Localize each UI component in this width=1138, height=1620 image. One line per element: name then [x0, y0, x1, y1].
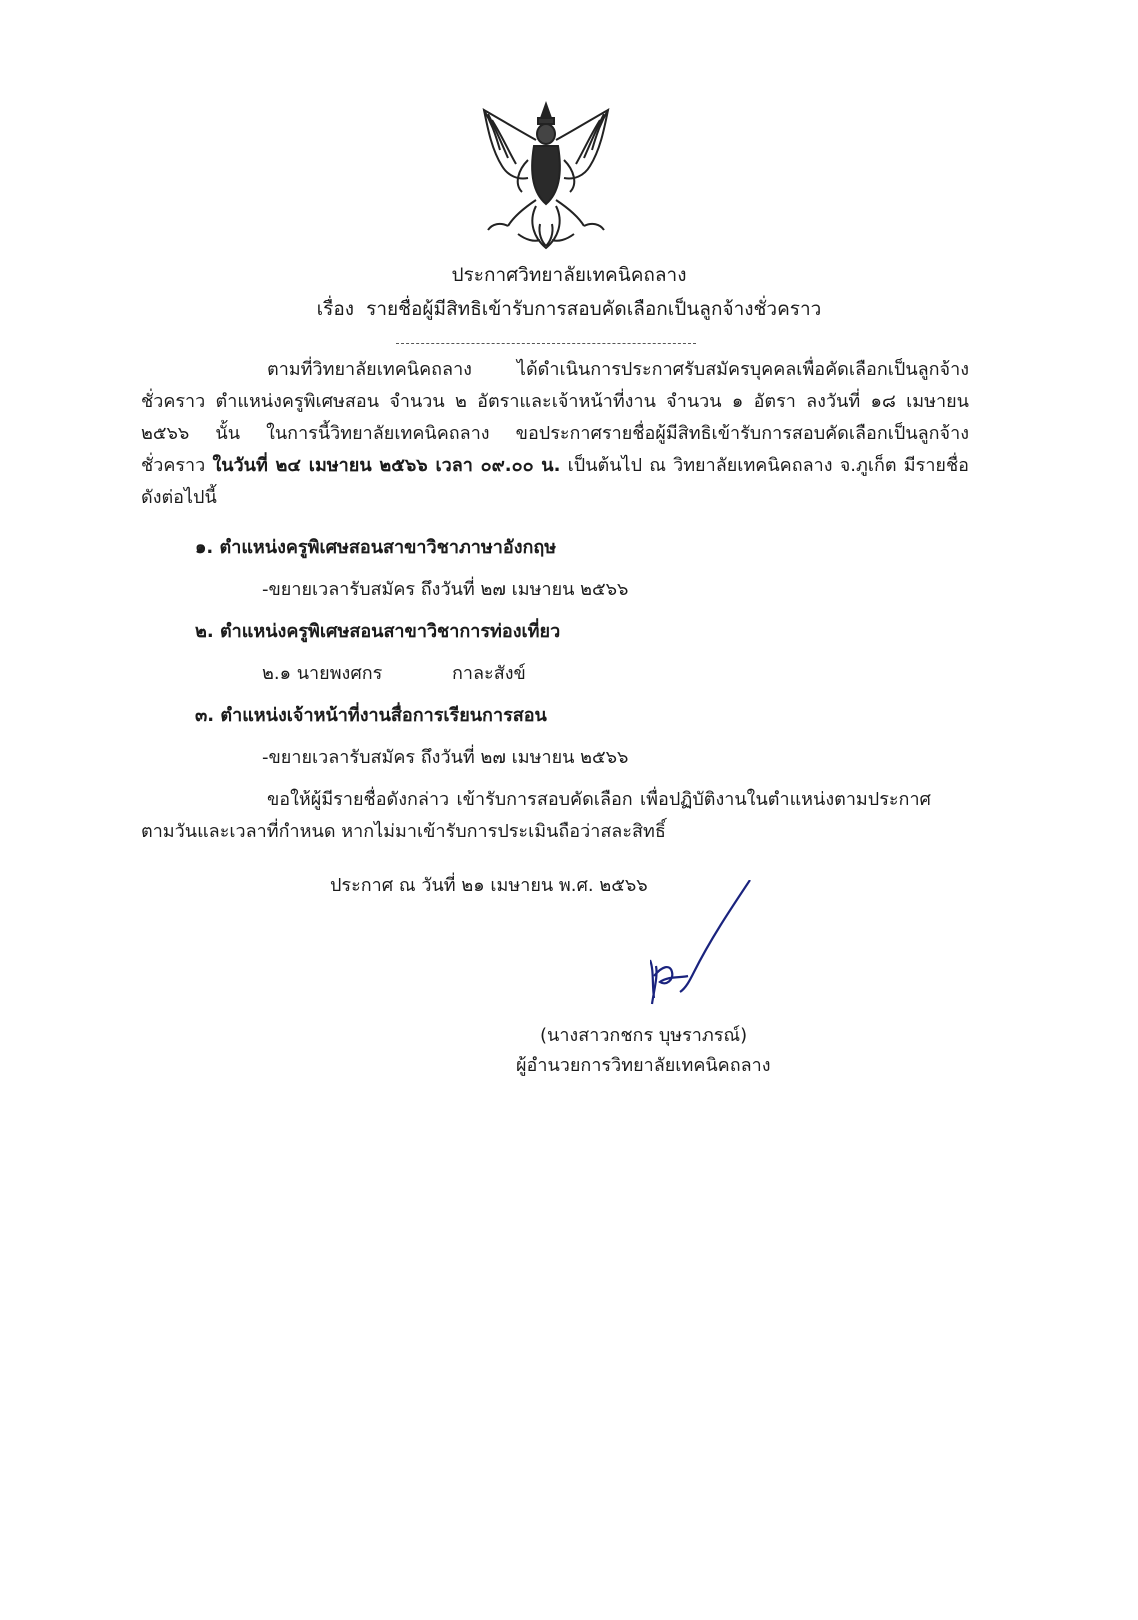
- separator-line: [396, 343, 696, 344]
- closing-line: ตามวันและเวลาที่กำหนด หากไม่มาเข้ารับการประเมินถือว่าสละสิทธิ์: [141, 821, 666, 842]
- section-heading: ๒. ตำแหน่งครูพิเศษสอนสาขาวิชาการท่องเที่ยว: [195, 621, 561, 642]
- section-heading: ๓. ตำแหน่งเจ้าหน้าที่งานสื่อการเรียนการสอน: [195, 705, 547, 726]
- section-detail: -ขยายเวลารับสมัคร ถึงวันที่ ๒๗ เมษายน ๒๕๖๖: [262, 579, 629, 600]
- closing-line: ขอให้ผู้มีรายชื่อดังกล่าว เข้ารับการสอบคัดเลือก เพื่อปฏิบัติงานในตำแหน่งตามประกาศ: [267, 789, 931, 810]
- signatory-position: ผู้อำนวยการวิทยาลัยเทคนิคถลาง: [516, 1055, 771, 1076]
- signatory-name: (นางสาวกชกร บุษราภรณ์): [540, 1025, 748, 1046]
- intro-prefix: ชั่วคราว: [141, 455, 213, 476]
- document-subject: [0, 294, 1138, 324]
- intro-suffix: เป็นต้นไป ณ วิทยาลัยเทคนิคถลาง จ.ภูเก็ต มีรายชื่อ: [560, 455, 969, 476]
- section-detail: -ขยายเวลารับสมัคร ถึงวันที่ ๒๗ เมษายน ๒๕๖๖: [262, 747, 629, 768]
- candidate-surname: กาละสังข์: [452, 663, 526, 684]
- exam-date: ในวันที่ ๒๔ เมษายน ๒๕๖๖ เวลา ๐๙.๐๐ น.: [212, 455, 561, 476]
- garuda-emblem-icon: [478, 100, 614, 252]
- candidate-name: ๒.๑ นายพงศกร: [262, 663, 383, 684]
- closing-paragraph: [141, 784, 931, 848]
- handwritten-signature: [650, 880, 790, 1030]
- subject-text: รายชื่อผู้มีสิทธิเข้ารับการสอบคัดเลือกเป็นลูกจ้างชั่วคราว: [366, 298, 822, 320]
- intro-line: ตามที่วิทยาลัยเทคนิคถลาง ได้ดำเนินการประกาศรับสมัครบุคคลเพื่อคัดเลือกเป็นลูกจ้าง: [267, 359, 969, 380]
- subject-label: เรื่อง: [316, 298, 355, 320]
- intro-line: ชั่วคราว ตำแหน่งครูพิเศษสอน จำนวน ๒ อัตราและเจ้าหน้าที่งาน จำนวน ๑ อัตรา ลงวันที่ ๑๘ เมษายน: [141, 391, 969, 412]
- document-title: ประกาศวิทยาลัยเทคนิคถลาง: [451, 264, 687, 286]
- intro-paragraph: [141, 354, 969, 514]
- announcement-date: ประกาศ ณ วันที่ ๒๑ เมษายน พ.ศ. ๒๕๖๖: [330, 875, 648, 896]
- intro-line-date: [141, 450, 969, 482]
- intro-line: ดังต่อไปนี้: [141, 487, 217, 508]
- section-heading: ๑. ตำแหน่งครูพิเศษสอนสาขาวิชาภาษาอังกฤษ: [195, 537, 557, 558]
- intro-line: ๒๕๖๖ นั้น ในการนี้วิทยาลัยเทคนิคถลาง ขอประกาศรายชื่อผู้มีสิทธิเข้ารับการสอบคัดเลือกเป็นลูกจ้าง: [141, 423, 969, 444]
